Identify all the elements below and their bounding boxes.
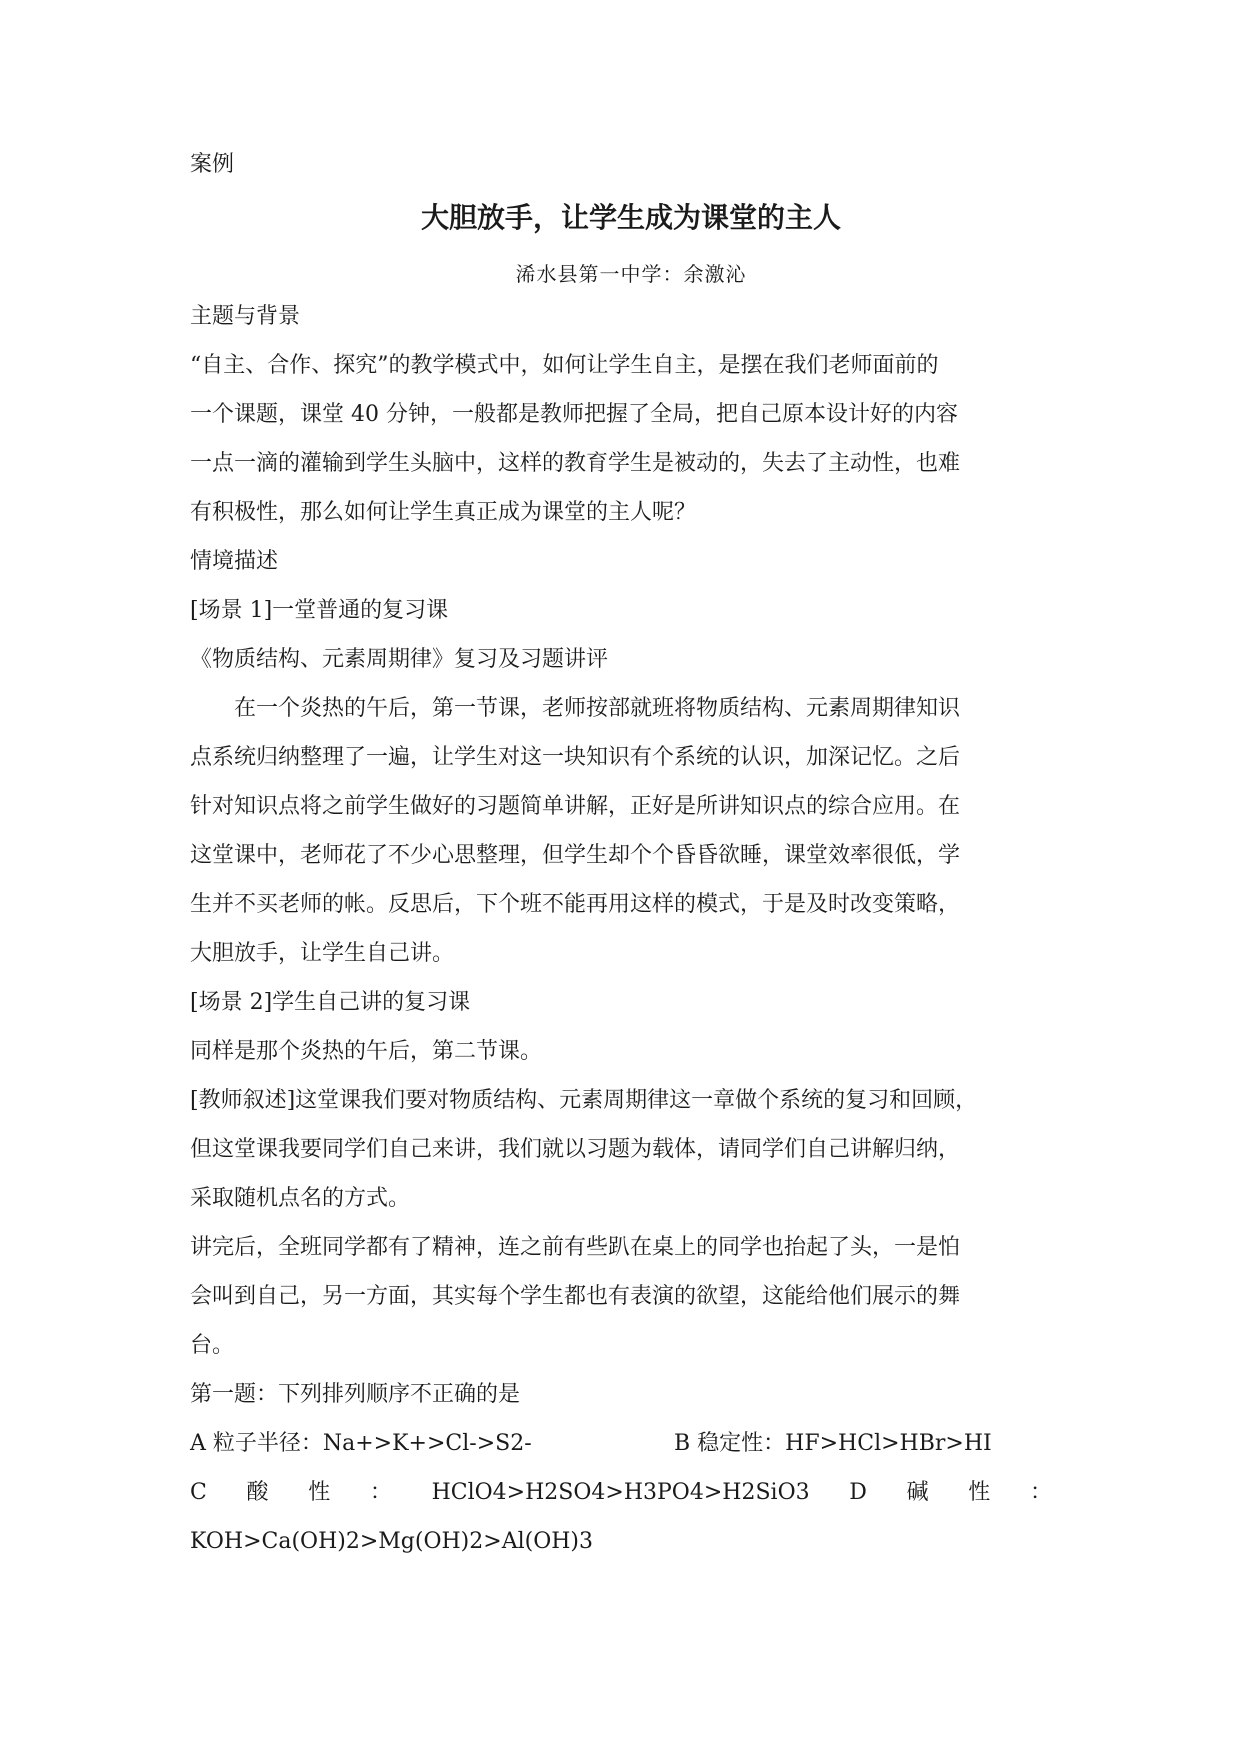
paragraph-line: 这堂课中，老师花了不少心思整理，但学生却个个昏昏欲睡，课堂效率很低，学 xyxy=(190,843,961,868)
paragraph-line: 生并不买老师的帐。反思后，下个班不能再用这样的模式，于是及时改变策略， xyxy=(190,892,961,917)
option-d-formula: KOH>Ca(OH)2>Mg(OH)2>Al(OH)3 xyxy=(190,1529,594,1554)
option-d-letter: D xyxy=(849,1480,867,1505)
option-c-char2: 性 xyxy=(308,1480,331,1505)
theme-paragraph xyxy=(190,351,1052,528)
teacher-paragraph xyxy=(190,1086,1052,1214)
paragraph-line: 有积极性，那么如何让学生真正成为课堂的主人呢？ xyxy=(190,500,697,525)
option-c-colon: ： xyxy=(369,1480,392,1505)
paragraph-line: 点系统归纳整理了一遍，让学生对这一块知识有个系统的认识，加深记忆。之后 xyxy=(190,745,961,770)
scene1-subtitle: 《物质结构、元素周期律》复习及习题讲评 xyxy=(190,647,609,672)
after-paragraph xyxy=(190,1233,1052,1361)
paragraph-line: [教师叙述]这堂课我们要对物质结构、元素周期律这一章做个系统的复习和回顾， xyxy=(190,1088,978,1113)
paragraph-line: 大胆放手，让学生自己讲。 xyxy=(190,941,455,966)
section-heading-situation: 情境描述 xyxy=(190,549,279,574)
document-body xyxy=(190,150,1052,1557)
scene2-line: 同样是那个炎热的午后，第二节课。 xyxy=(190,1039,543,1064)
paragraph-line: 一个课题，课堂 40 分钟，一般都是教师把握了全局，把自己原本设计好的内容 xyxy=(190,402,958,427)
option-d-char2: 性 xyxy=(968,1480,991,1505)
paragraph-line: 在一个炎热的午后，第一节课，老师按部就班将物质结构、元素周期律知识 xyxy=(234,696,961,721)
question-1: 第一题：下列排列顺序不正确的是 xyxy=(190,1382,521,1407)
author-line: 浠水县第一中学：余激沁 xyxy=(515,262,747,286)
option-c-formula: HClO4>H2SO4>H3PO4>H2SiO3 xyxy=(431,1480,810,1505)
paragraph-line: 一点一滴的灌输到学生头脑中，这样的教育学生是被动的，失去了主动性，也难 xyxy=(190,451,961,476)
paragraph-line: 讲完后，全班同学都有了精神，连之前有些趴在桌上的同学也抬起了头，一是怕 xyxy=(190,1235,961,1260)
options-row-cd xyxy=(190,1478,1052,1508)
paragraph-line: “自主、合作、探究”的教学模式中，如何让学生自主，是摆在我们老师面前的 xyxy=(190,353,939,378)
option-b: B 稳定性：HF>HCl>HBr>HI xyxy=(674,1431,992,1456)
paragraph-line: 会叫到自己，另一方面，其实每个学生都也有表演的欲望，这能给他们展示的舞 xyxy=(190,1284,961,1309)
case-label: 案例 xyxy=(190,152,235,177)
options-row-ab xyxy=(190,1429,1052,1459)
option-c-char1: 酸 xyxy=(246,1480,269,1505)
option-d-char1: 碱 xyxy=(906,1480,929,1505)
paragraph-line: 采取随机点名的方式。 xyxy=(190,1186,411,1211)
document-title: 大胆放手，让学生成为课堂的主人 xyxy=(420,201,841,234)
scene2-title: [场景 2]学生自己讲的复习课 xyxy=(190,990,471,1015)
option-c-letter: C xyxy=(190,1480,207,1505)
scene1-paragraph xyxy=(190,694,1052,969)
option-a: A 粒子半径：Na+>K+>Cl->S2- xyxy=(190,1431,532,1456)
paragraph-line: 针对知识点将之前学生做好的习题简单讲解，正好是所讲知识点的综合应用。在 xyxy=(190,794,961,819)
paragraph-line: 台。 xyxy=(190,1333,235,1358)
scene1-title: [场景 1]一堂普通的复习课 xyxy=(190,598,449,623)
section-heading-theme: 主题与背景 xyxy=(190,304,301,329)
paragraph-line: 但这堂课我要同学们自己来讲，我们就以习题为载体，请同学们自己讲解归纳， xyxy=(190,1137,961,1162)
option-d-colon: ： xyxy=(1029,1480,1052,1505)
